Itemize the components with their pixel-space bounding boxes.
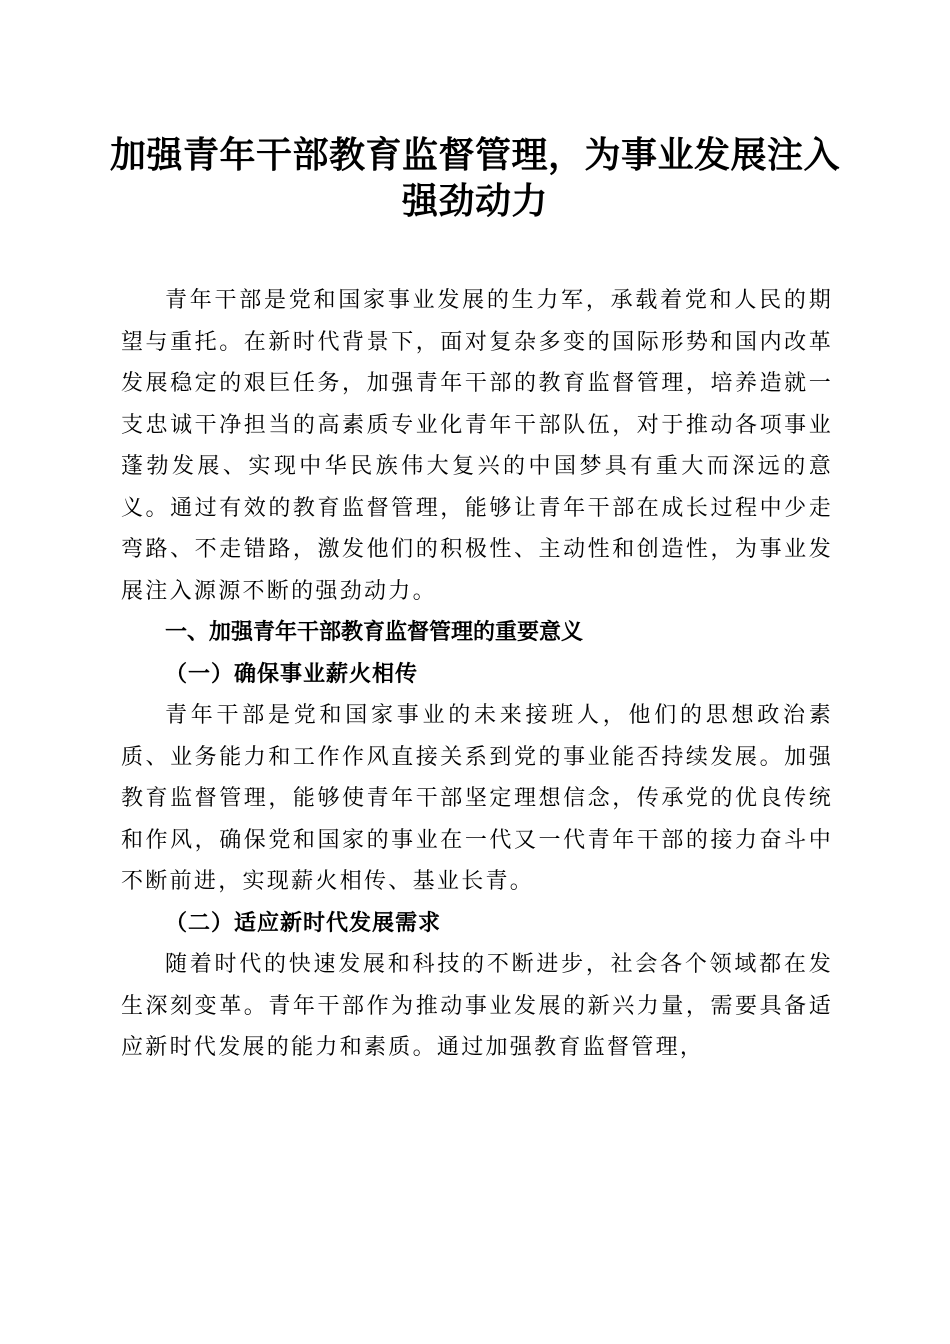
intro-paragraph: 青年干部是党和国家事业发展的生力军，承载着党和人民的期望与重托。在新时代背景下，面对复杂多变的国际形势和国内改革发展稳定的艰巨任务，加强青年干部的教育监督管理，培养造就一支忠诚干净担当的高素质专业化青年干部队伍，对于推动各项事业蓬勃发展、实现中华民族伟大复兴的中国梦具有重大而深远的意义。通过有效的教育监督管理，能够让青年干部在成长过程中少走弯路、不走错路，激发他们的积极性、主动性和创造性，为事业发展注入源源不断的强劲动力。	[121, 288, 833, 604]
subsection-paragraph: 随着时代的快速发展和科技的不断进步，社会各个领域都在发生深刻变革。青年干部作为推动事业发展的新兴力量，需要具备适应新时代发展的能力和素质。通过加强教育监督管理，	[121, 952, 833, 1060]
subsection-paragraph: 青年干部是党和国家事业的未来接班人，他们的思想政治素质、业务能力和工作作风直接关系到党的事业能否持续发展。加强教育监督管理，能够使青年干部坚定理想信念，传承党的优良传统和作风，确保党和国家的事业在一代又一代青年干部的接力奋斗中不断前进，实现薪火相传、基业长青。	[121, 703, 833, 894]
document-body	[121, 280, 833, 1069]
subsection-heading: （一）确保事业薪火相传	[165, 660, 419, 687]
section-heading: 一、加强青年干部教育监督管理的重要意义	[165, 620, 584, 645]
subsection-heading: （二）适应新时代发展需求	[165, 909, 442, 936]
document-title: 加强青年干部教育监督管理，为事业发展注入强劲动力	[110, 134, 841, 222]
